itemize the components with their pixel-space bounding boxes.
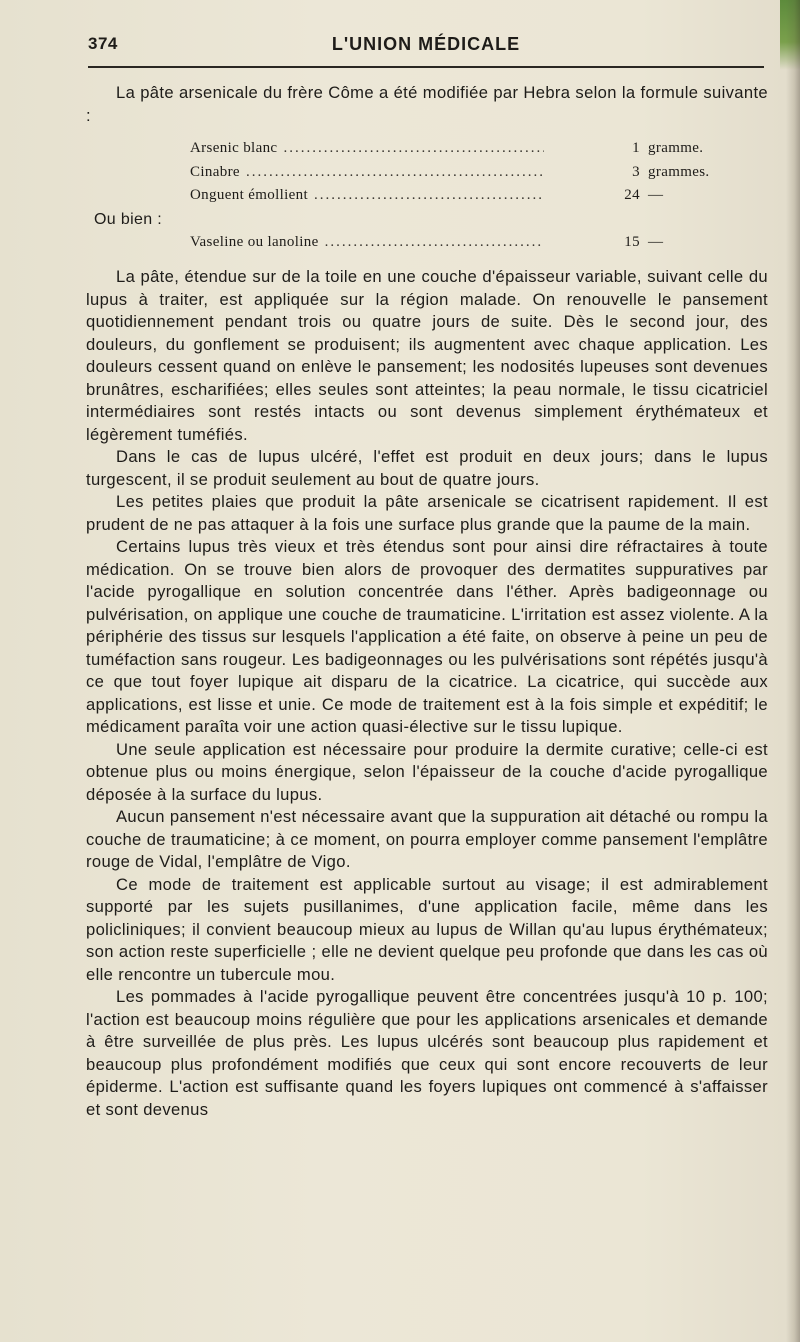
paragraphs — [86, 266, 768, 1121]
page-edge-shadow — [786, 0, 800, 1342]
paragraph: Les pommades à l'acide pyrogallique peuvent être concentrées jusqu'à 10 p. 100; l'action est beaucoup moins régulière que pour les applications arsenicales et demande à être surveillée de plus près. Les lupus ulcérés sont beaucoup plus rapidement et beaucoup plus profondément modifiés que ceux qui sont encore recouverts de leur épiderme. L'action est suffisante quand les foyers lupiques ont commencé à s'affaisser et sont devenus — [86, 987, 768, 1119]
leader-dots — [325, 231, 544, 255]
page-number: 374 — [88, 34, 118, 53]
intro-paragraph: La pâte arsenicale du frère Côme a été modifiée par Hebra selon la formule suivante : — [86, 83, 768, 125]
ingredient-name: Onguent émollient — [190, 187, 309, 203]
page-header — [88, 28, 764, 60]
leader-dots — [314, 184, 544, 208]
ingredient-quantity: 15 — [624, 233, 640, 250]
ingredient-quantity: 24 — [624, 187, 640, 203]
paragraph: Dans le cas de lupus ulcéré, l'effet est produit en deux jours; dans le lupus turgescent, il se produit seulement au bout de quatre jours. — [86, 447, 768, 489]
ingredient-name: Cinabre — [190, 163, 240, 180]
ingredient-name: Arsenic blanc — [190, 140, 278, 156]
formula-table — [86, 137, 768, 254]
ingredient-quantity: 3 — [632, 163, 640, 180]
formula-row-alternative — [86, 231, 768, 255]
leader-dots — [246, 161, 544, 185]
paragraph: Aucun pansement n'est nécessaire avant que la suppuration ait détaché ou rompu la couche de traumaticine; à ce moment, on pourra employer comme pansement l'emplâtre rouge de Vidal, l'emplâtre de Vigo. — [86, 807, 768, 871]
alternative-label: Ou bien : — [94, 210, 163, 228]
paragraph: Les petites plaies que produit la pâte arsenicale se cicatrisent rapidement. Il est prudent de ne pas attaquer à la fois une surface plus grande que la paume de la main. — [86, 492, 768, 534]
ingredient-unit: grammes. — [648, 163, 710, 180]
paragraph: Une seule application est nécessaire pour produire la dermite curative; celle-ci est obtenue plus ou moins énergique, selon l'épaisseur de la couche d'acide pyrogallique déposée à la surface du lupus. — [86, 739, 768, 804]
ingredient-name: Vaseline ou lanoline — [190, 233, 319, 250]
leader-dots — [283, 137, 544, 161]
running-title: L'UNION MÉDICALE — [331, 34, 521, 54]
ingredient-unit: — — [648, 187, 664, 203]
formula-row — [86, 184, 768, 208]
formula-row — [86, 161, 768, 185]
paragraph: Ce mode de traitement est applicable surtout au visage; il est admirablement supporté par les sujets pusillanimes, d'une application facile, même dans les policliniques; il convient beaucoup mieux au lupus de Willan qu'au lupus érythémateux; son action reste superficielle ; elle ne devient quelque peu profonde que dans les cas où elle rencontre un tubercule mou. — [86, 874, 768, 984]
ingredient-unit: gramme. — [648, 140, 704, 156]
formula-row — [86, 137, 768, 161]
paragraph: Certains lupus très vieux et très étendus sont pour ainsi dire réfractaires à toute médication. On se trouve bien alors de provoquer des dermatites suppuratives par l'acide pyrogallique en solution concentrée dans l'éther. Après badigeonnage ou pulvérisation, on applique une couche de traumaticine. L'irritation est assez violente. A la périphérie des tissus sur lesquels l'application a été faite, on observe à peine un peu de tuméfaction sans rougeur. Les badigeonnages ou les pulvérisations sont répétés jusqu'à ce que tout foyer lupique ait disparu de la cicatrice. La cicatrice, qui succède aux applications, est lisse et unie. Ce mode de traitement est à la fois simple et expéditif; le médicament paraîta voir une action quasi-élective sur le tissu lupique. — [86, 537, 768, 736]
article-body — [86, 82, 768, 1121]
header-rule — [88, 66, 764, 68]
ingredient-unit: — — [648, 233, 664, 250]
ingredient-quantity: 1 — [632, 140, 640, 156]
paragraph: La pâte, étendue sur de la toile en une couche d'épaisseur variable, suivant celle du lupus à traiter, est appliquée sur la région malade. On renouvelle le pansement quotidiennement pendant trois ou quatre jours de suite. Dès le second jour, des douleurs, du gonflement se produisent; ils augmentent avec chaque application. Les douleurs cessent quand on enlève le pansement; les nodosités lupeuses sont devenues brunâtres, escharifiées; elles seules sont atteintes; la peau normale, le tissu cicatriciel intermédiaires sont restés intacts ou sont devenus simplement érythémateux et légèrement tuméfiés. — [86, 267, 768, 444]
